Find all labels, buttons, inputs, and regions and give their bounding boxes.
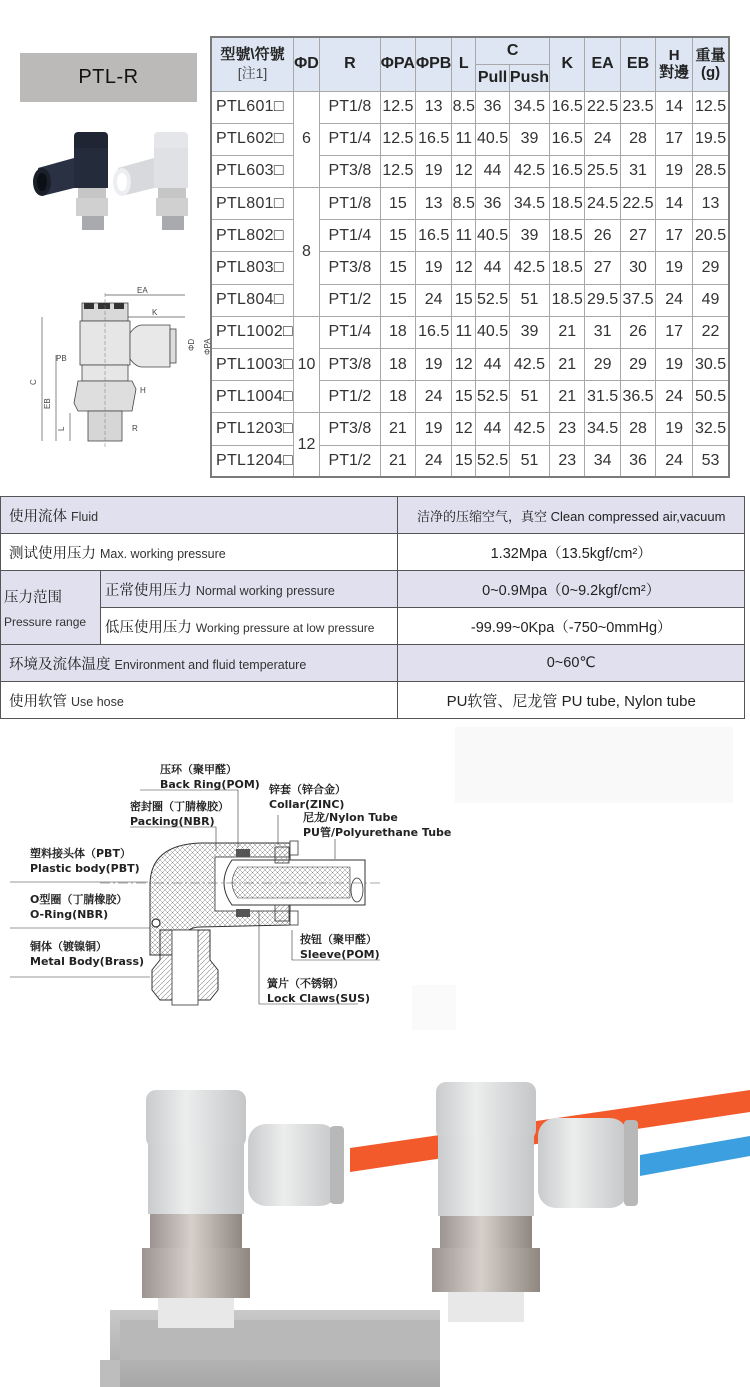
table-row [211,188,729,220]
col-header-r: R [319,37,380,91]
cell-r: PT1/8 [319,91,380,123]
label-pa: ΦPA [203,338,212,355]
cell-pull: 40.5 [476,316,510,348]
cell-eb: 28 [620,123,655,155]
cell-pull: 52.5 [476,381,510,413]
cell-h: 24 [656,445,693,477]
cell-k: 21 [550,349,585,381]
cell-r: PT1/4 [319,220,380,252]
spec-value: 0~0.9Mpa（0~9.2kgf/cm²） [398,571,745,608]
cell-k: 16.5 [550,91,585,123]
cell-h: 14 [656,188,693,220]
cell-pb: 19 [415,413,451,445]
spec-label: 使用软管 Use hose [1,682,398,719]
col-header-weight: 重量 (g) [693,37,729,91]
label-od: ΦD [187,338,196,351]
cell-eb: 31 [620,155,655,187]
cell-l: 8.5 [452,188,476,220]
cell-r: PT1/2 [319,381,380,413]
cell-h: 14 [656,91,693,123]
cell-l: 15 [452,445,476,477]
label-metal-body: 铜体（镀镍铜） Metal Body(Brass) [30,940,145,968]
cell-pa: 21 [380,413,415,445]
cell-r: PT1/4 [319,123,380,155]
table-row [211,316,729,348]
col-header-c: C [476,37,550,64]
cell-pb: 16.5 [415,220,451,252]
spec-label: 正常使用压力 Normal working pressure [100,571,398,608]
table-row [211,413,729,445]
table-row [211,381,729,413]
spec-row-fluid [1,497,745,534]
cell-pull: 52.5 [476,284,510,316]
col-header-od: ΦD [294,37,320,91]
label-l: L [57,426,66,431]
table-row [211,155,729,187]
cell-push: 42.5 [509,155,549,187]
cell-model: PTL804□ [211,284,294,316]
cell-model: PTL1002□ [211,316,294,348]
label-eb: EB [43,398,52,409]
cell-pa: 15 [380,252,415,284]
cell-pull: 44 [476,413,510,445]
cell-pb: 16.5 [415,316,451,348]
cell-pull: 36 [476,188,510,220]
label-back-ring: 压环（聚甲醛） Back Ring(POM) [160,763,260,791]
cell-r: PT1/2 [319,284,380,316]
blank-panel [455,727,733,803]
cell-k: 23 [550,445,585,477]
cell-push: 51 [509,284,549,316]
cell-r: PT3/8 [319,413,380,445]
cell-pa: 18 [380,381,415,413]
cell-ea: 25.5 [585,155,620,187]
cell-eb: 36.5 [620,381,655,413]
cell-ea: 29 [585,349,620,381]
cell-pa: 12.5 [380,155,415,187]
label-sleeve: 按钮（聚甲醛） Sleeve(POM) [300,933,380,961]
cell-r: PT3/8 [319,155,380,187]
cell-eb: 27 [620,220,655,252]
cell-g: 32.5 [693,413,729,445]
cell-ea: 24.5 [585,188,620,220]
cell-pull: 40.5 [476,220,510,252]
dimension-drawing [12,285,212,460]
cell-pa: 21 [380,445,415,477]
cell-l: 11 [452,220,476,252]
col-header-pb: ΦPB [415,37,451,91]
cell-eb: 26 [620,316,655,348]
cell-h: 24 [656,381,693,413]
col-header-eb: EB [620,37,655,91]
cell-model: PTL1203□ [211,413,294,445]
cell-eb: 37.5 [620,284,655,316]
cell-eb: 36 [620,445,655,477]
cell-eb: 22.5 [620,188,655,220]
label-pb: PB [56,354,67,363]
cell-pb: 24 [415,284,451,316]
cell-pull: 44 [476,252,510,284]
spec-value: 0~60℃ [398,645,745,682]
cell-l: 8.5 [452,91,476,123]
cell-g: 49 [693,284,729,316]
label-c: C [29,379,38,385]
table-row [211,284,729,316]
label-k: K [152,308,158,317]
cell-push: 51 [509,445,549,477]
label-r: R [132,424,138,433]
spec-value: -99.99~0Kpa（-750~0mmHg） [398,608,745,645]
cell-r: PT1/8 [319,188,380,220]
cell-l: 11 [452,123,476,155]
cell-pb: 13 [415,91,451,123]
cell-r: PT3/8 [319,349,380,381]
cell-pull: 44 [476,155,510,187]
cell-push: 39 [509,123,549,155]
cell-pa: 15 [380,284,415,316]
label-ea: EA [137,286,148,295]
col-header-ea: EA [585,37,620,91]
cell-push: 51 [509,381,549,413]
cell-model: PTL602□ [211,123,294,155]
cell-r: PT1/2 [319,445,380,477]
cell-pa: 12.5 [380,123,415,155]
model-badge: PTL-R [20,53,197,102]
cell-push: 42.5 [509,349,549,381]
cell-h: 19 [656,252,693,284]
cell-h: 19 [656,155,693,187]
cell-push: 34.5 [509,188,549,220]
dimension-table-body [211,91,729,477]
cell-l: 11 [452,316,476,348]
label-plastic-body: 塑料接头体（PBT） Plastic body(PBT) [30,847,140,875]
cell-l: 12 [452,252,476,284]
cell-k: 18.5 [550,188,585,220]
label-lock-claws: 簧片（不锈钢） Lock Claws(SUS) [267,977,371,1005]
cell-g: 30.5 [693,349,729,381]
cell-push: 34.5 [509,91,549,123]
cell-push: 42.5 [509,252,549,284]
cell-g: 19.5 [693,123,729,155]
cell-model: PTL1003□ [211,349,294,381]
cell-push: 39 [509,220,549,252]
label-tube: 尼龙/Nylon Tube PU管/Polyurethane Tube [303,811,452,839]
cell-h: 17 [656,316,693,348]
cell-k: 21 [550,381,585,413]
cell-pa: 12.5 [380,91,415,123]
cell-k: 23 [550,413,585,445]
col-header-l: L [452,37,476,91]
table-row [211,349,729,381]
cell-od: 12 [294,413,320,477]
spec-label: 测试使用压力 Max. working pressure [1,534,398,571]
spec-row-normal-pressure [1,571,745,608]
cell-pull: 40.5 [476,123,510,155]
table-row [211,123,729,155]
cell-eb: 23.5 [620,91,655,123]
cell-r: PT3/8 [319,252,380,284]
cell-ea: 34 [585,445,620,477]
cell-model: PTL802□ [211,220,294,252]
cell-g: 13 [693,188,729,220]
cell-ea: 31 [585,316,620,348]
cell-g: 22 [693,316,729,348]
cell-h: 19 [656,413,693,445]
table-row [211,91,729,123]
cell-pull: 44 [476,349,510,381]
col-header-pa: ΦPA [380,37,415,91]
product-photo [28,130,198,250]
spec-row-temperature [1,645,745,682]
cell-g: 12.5 [693,91,729,123]
cell-l: 15 [452,381,476,413]
spec-value: 1.32Mpa（13.5kgf/cm²） [398,534,745,571]
cell-l: 12 [452,349,476,381]
cell-ea: 24 [585,123,620,155]
spec-label: 环境及流体温度 Environment and fluid temperature [1,645,398,682]
cell-pa: 18 [380,349,415,381]
product-application-photo [0,1060,750,1387]
cell-od: 6 [294,91,320,188]
cell-g: 50.5 [693,381,729,413]
cell-pb: 24 [415,445,451,477]
label-h: H [140,386,146,395]
cell-h: 17 [656,220,693,252]
cell-pb: 19 [415,349,451,381]
cell-ea: 27 [585,252,620,284]
cross-section-diagram [0,755,460,1015]
cell-pull: 52.5 [476,445,510,477]
cell-r: PT1/4 [319,316,380,348]
cell-pa: 15 [380,188,415,220]
cell-model: PTL1004□ [211,381,294,413]
spec-label-pressure-range: 压力范围 Pressure range [1,571,101,645]
label-collar: 锌套（锌合金） Collar(ZINC) [269,783,346,811]
table-row [211,252,729,284]
table-row [211,445,729,477]
cell-k: 16.5 [550,123,585,155]
spec-row-low-pressure [1,608,745,645]
cross-section-drawing [0,755,460,1015]
cell-ea: 29.5 [585,284,620,316]
spec-label: 使用流体 Fluid [1,497,398,534]
spec-row-hose [1,682,745,719]
cell-model: PTL803□ [211,252,294,284]
cell-ea: 22.5 [585,91,620,123]
spec-table [0,496,745,719]
table-row [211,220,729,252]
cell-pb: 19 [415,155,451,187]
cell-ea: 31.5 [585,381,620,413]
product-header-section [0,0,750,490]
col-header-push: Push [509,64,549,91]
cell-k: 16.5 [550,155,585,187]
spec-value: 洁净的压缩空气，真空 Clean compressed air,vacuum [398,497,745,534]
cell-g: 53 [693,445,729,477]
cell-eb: 30 [620,252,655,284]
cell-pb: 13 [415,188,451,220]
cell-model: PTL1204□ [211,445,294,477]
cell-od: 10 [294,316,320,413]
label-o-ring: O型圈（丁腈橡胶） O-Ring(NBR) [30,893,128,921]
spec-label: 低压使用压力 Working pressure at low pressure [100,608,398,645]
dimension-table [210,36,730,478]
spec-value: PU软管、尼龙管 PU tube, Nylon tube [398,682,745,719]
cell-g: 28.5 [693,155,729,187]
cell-l: 12 [452,413,476,445]
cell-h: 17 [656,123,693,155]
cell-k: 18.5 [550,252,585,284]
label-packing: 密封圈（丁腈橡胶） Packing(NBR) [130,800,229,828]
cell-push: 42.5 [509,413,549,445]
cell-pa: 18 [380,316,415,348]
cell-pa: 15 [380,220,415,252]
cell-l: 15 [452,284,476,316]
cell-g: 20.5 [693,220,729,252]
cell-pull: 36 [476,91,510,123]
cell-g: 29 [693,252,729,284]
cell-pb: 19 [415,252,451,284]
cell-eb: 29 [620,349,655,381]
cell-push: 39 [509,316,549,348]
cell-od: 8 [294,188,320,317]
cell-h: 24 [656,284,693,316]
cell-pb: 16.5 [415,123,451,155]
cell-model: PTL603□ [211,155,294,187]
cell-pb: 24 [415,381,451,413]
col-header-k: K [550,37,585,91]
cell-model: PTL601□ [211,91,294,123]
cell-h: 19 [656,349,693,381]
col-header-h: H 對邊 [656,37,693,91]
cell-eb: 28 [620,413,655,445]
cell-ea: 26 [585,220,620,252]
col-header-pull: Pull [476,64,510,91]
cell-k: 18.5 [550,220,585,252]
cell-model: PTL801□ [211,188,294,220]
cell-k: 21 [550,316,585,348]
col-header-model: 型號\符號 [注1] [211,37,294,91]
cell-ea: 34.5 [585,413,620,445]
spec-row-max-pressure [1,534,745,571]
cell-k: 18.5 [550,284,585,316]
cell-l: 12 [452,155,476,187]
